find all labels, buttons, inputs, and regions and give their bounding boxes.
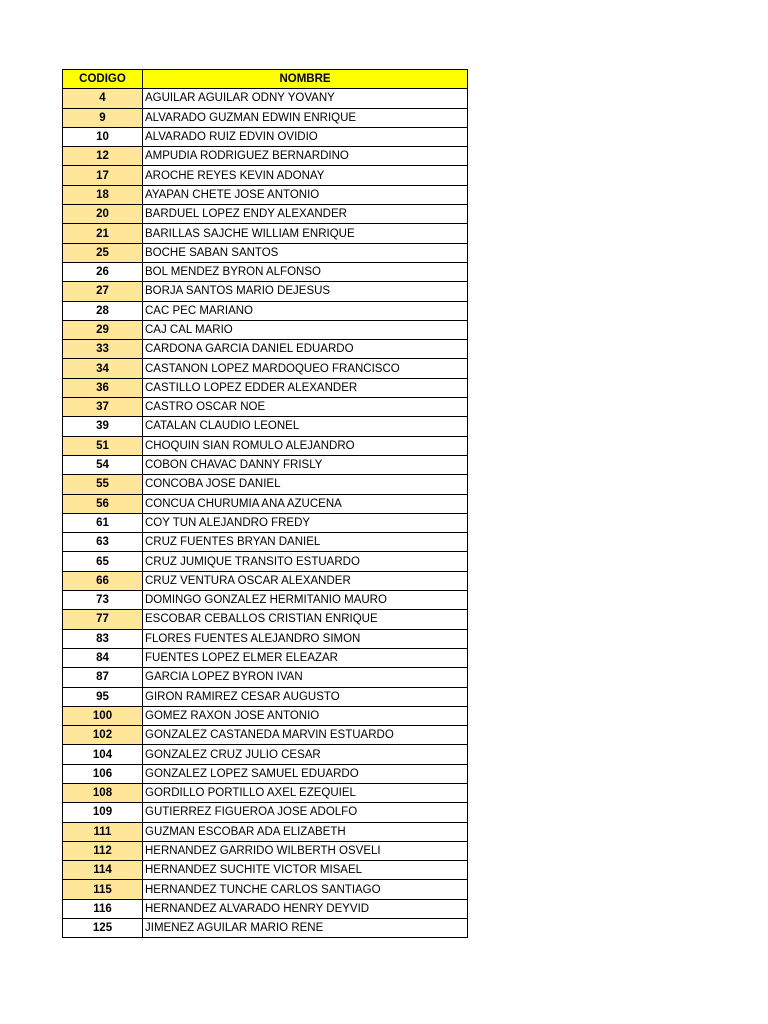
table-row xyxy=(63,687,468,706)
nombre-cell[interactable]: CASTRO OSCAR NOE xyxy=(143,398,468,417)
table-row xyxy=(63,668,468,687)
nombre-cell[interactable]: BOCHE SABAN SANTOS xyxy=(143,243,468,262)
table-row xyxy=(63,629,468,648)
codigo-cell[interactable]: 34 xyxy=(63,359,143,378)
codigo-cell[interactable]: 73 xyxy=(63,591,143,610)
table-row xyxy=(63,243,468,262)
codigo-cell[interactable]: 115 xyxy=(63,880,143,899)
nombre-cell[interactable]: HERNANDEZ ALVARADO HENRY DEYVID xyxy=(143,899,468,918)
header-nombre[interactable]: NOMBRE xyxy=(143,70,468,89)
table-row xyxy=(63,591,468,610)
codigo-cell[interactable]: 95 xyxy=(63,687,143,706)
nombre-cell[interactable]: AROCHE REYES KEVIN ADONAY xyxy=(143,166,468,185)
table-row xyxy=(63,764,468,783)
table-body xyxy=(63,89,468,938)
spreadsheet-sheet xyxy=(62,69,468,938)
nombre-cell[interactable]: CAJ CAL MARIO xyxy=(143,320,468,339)
codigo-cell[interactable]: 114 xyxy=(63,861,143,880)
nombre-cell[interactable]: BARDUEL LOPEZ ENDY ALEXANDER xyxy=(143,205,468,224)
table-row xyxy=(63,301,468,320)
table-row xyxy=(63,359,468,378)
nombre-cell[interactable]: DOMINGO GONZALEZ HERMITANIO MAURO xyxy=(143,591,468,610)
nombre-cell[interactable]: CAC PEC MARIANO xyxy=(143,301,468,320)
nombre-cell[interactable]: GONZALEZ CASTANEDA MARVIN ESTUARDO xyxy=(143,726,468,745)
table-row xyxy=(63,610,468,629)
table-row xyxy=(63,841,468,860)
codigo-cell[interactable]: 104 xyxy=(63,745,143,764)
codigo-cell[interactable]: 33 xyxy=(63,340,143,359)
table-row xyxy=(63,108,468,127)
table-row xyxy=(63,436,468,455)
nombre-cell[interactable]: CASTANON LOPEZ MARDOQUEO FRANCISCO xyxy=(143,359,468,378)
nombre-cell[interactable]: CHOQUIN SIAN ROMULO ALEJANDRO xyxy=(143,436,468,455)
table-row xyxy=(63,513,468,532)
nombre-cell[interactable]: COBON CHAVAC DANNY FRISLY xyxy=(143,455,468,474)
table-row xyxy=(63,320,468,339)
codigo-cell[interactable]: 27 xyxy=(63,282,143,301)
nombre-cell[interactable]: AYAPAN CHETE JOSE ANTONIO xyxy=(143,185,468,204)
nombre-cell[interactable]: HERNANDEZ GARRIDO WILBERTH OSVELI xyxy=(143,841,468,860)
codigo-cell[interactable]: 21 xyxy=(63,224,143,243)
codigo-cell[interactable]: 65 xyxy=(63,552,143,571)
table-row xyxy=(63,398,468,417)
nombre-cell[interactable]: BOL MENDEZ BYRON ALFONSO xyxy=(143,262,468,281)
nombre-cell[interactable]: GUTIERREZ FIGUEROA JOSE ADOLFO xyxy=(143,803,468,822)
codigo-cell[interactable]: 4 xyxy=(63,89,143,108)
table-row xyxy=(63,803,468,822)
nombre-cell[interactable]: CRUZ FUENTES BRYAN DANIEL xyxy=(143,533,468,552)
table-row xyxy=(63,861,468,880)
nombre-cell[interactable]: ALVARADO RUIZ EDVIN OVIDIO xyxy=(143,127,468,146)
codigo-cell[interactable]: 106 xyxy=(63,764,143,783)
codigo-cell[interactable]: 18 xyxy=(63,185,143,204)
nombre-cell[interactable]: GOMEZ RAXON JOSE ANTONIO xyxy=(143,706,468,725)
nombre-cell[interactable]: CRUZ VENTURA OSCAR ALEXANDER xyxy=(143,571,468,590)
codigo-cell[interactable]: 116 xyxy=(63,899,143,918)
table-row xyxy=(63,745,468,764)
nombre-cell[interactable]: JIMENEZ AGUILAR MARIO RENE xyxy=(143,919,468,938)
codigo-cell[interactable]: 66 xyxy=(63,571,143,590)
codigo-cell[interactable]: 108 xyxy=(63,783,143,802)
codigo-cell[interactable]: 102 xyxy=(63,726,143,745)
table-row xyxy=(63,880,468,899)
codigo-cell[interactable]: 39 xyxy=(63,417,143,436)
table-row xyxy=(63,205,468,224)
table-row xyxy=(63,340,468,359)
codigo-cell[interactable]: 20 xyxy=(63,205,143,224)
table-row xyxy=(63,899,468,918)
nombre-cell[interactable]: ESCOBAR CEBALLOS CRISTIAN ENRIQUE xyxy=(143,610,468,629)
nombre-cell[interactable]: GONZALEZ LOPEZ SAMUEL EDUARDO xyxy=(143,764,468,783)
nombre-cell[interactable]: GIRON RAMIREZ CESAR AUGUSTO xyxy=(143,687,468,706)
codigo-cell[interactable]: 17 xyxy=(63,166,143,185)
codigo-cell[interactable]: 77 xyxy=(63,610,143,629)
codigo-cell[interactable]: 55 xyxy=(63,475,143,494)
codigo-cell[interactable]: 61 xyxy=(63,513,143,532)
table-row xyxy=(63,455,468,474)
codigo-cell[interactable]: 10 xyxy=(63,127,143,146)
table-row xyxy=(63,726,468,745)
nombre-cell[interactable]: AGUILAR AGUILAR ODNY YOVANY xyxy=(143,89,468,108)
nombre-cell[interactable]: BARILLAS SAJCHE WILLIAM ENRIQUE xyxy=(143,224,468,243)
table-row xyxy=(63,282,468,301)
table-row xyxy=(63,185,468,204)
codigo-cell[interactable]: 29 xyxy=(63,320,143,339)
table-row xyxy=(63,648,468,667)
nombre-cell[interactable]: BORJA SANTOS MARIO DEJESUS xyxy=(143,282,468,301)
nombre-cell[interactable]: GORDILLO PORTILLO AXEL EZEQUIEL xyxy=(143,783,468,802)
codigo-cell[interactable]: 109 xyxy=(63,803,143,822)
table-row xyxy=(63,552,468,571)
table-row xyxy=(63,822,468,841)
nombre-cell[interactable]: COY TUN ALEJANDRO FREDY xyxy=(143,513,468,532)
table-row xyxy=(63,475,468,494)
nombre-cell[interactable]: CRUZ JUMIQUE TRANSITO ESTUARDO xyxy=(143,552,468,571)
table-row xyxy=(63,127,468,146)
nombre-cell[interactable]: CATALAN CLAUDIO LEONEL xyxy=(143,417,468,436)
table-row xyxy=(63,89,468,108)
codigo-cell[interactable]: 51 xyxy=(63,436,143,455)
table-row xyxy=(63,378,468,397)
nombre-cell[interactable]: GONZALEZ CRUZ JULIO CESAR xyxy=(143,745,468,764)
codigo-cell[interactable]: 125 xyxy=(63,919,143,938)
codigo-cell[interactable]: 84 xyxy=(63,648,143,667)
nombre-cell[interactable]: CONCOBA JOSE DANIEL xyxy=(143,475,468,494)
table-row xyxy=(63,533,468,552)
codigo-cell[interactable]: 9 xyxy=(63,108,143,127)
table-row xyxy=(63,706,468,725)
nombre-cell[interactable]: CASTILLO LOPEZ EDDER ALEXANDER xyxy=(143,378,468,397)
nombre-cell[interactable]: CARDONA GARCIA DANIEL EDUARDO xyxy=(143,340,468,359)
codigo-cell[interactable]: 26 xyxy=(63,262,143,281)
names-table xyxy=(62,69,468,938)
codigo-cell[interactable]: 63 xyxy=(63,533,143,552)
codigo-cell[interactable]: 36 xyxy=(63,378,143,397)
codigo-cell[interactable]: 37 xyxy=(63,398,143,417)
table-row xyxy=(63,417,468,436)
table-row xyxy=(63,783,468,802)
header-row xyxy=(63,70,468,89)
table-row xyxy=(63,224,468,243)
table-row xyxy=(63,166,468,185)
nombre-cell[interactable]: HERNANDEZ SUCHITE VICTOR MISAEL xyxy=(143,861,468,880)
codigo-cell[interactable]: 28 xyxy=(63,301,143,320)
nombre-cell[interactable]: ALVARADO GUZMAN EDWIN ENRIQUE xyxy=(143,108,468,127)
codigo-cell[interactable]: 87 xyxy=(63,668,143,687)
codigo-cell[interactable]: 12 xyxy=(63,147,143,166)
codigo-cell[interactable]: 111 xyxy=(63,822,143,841)
table-row xyxy=(63,262,468,281)
table-row xyxy=(63,919,468,938)
codigo-cell[interactable]: 100 xyxy=(63,706,143,725)
nombre-cell[interactable]: HERNANDEZ TUNCHE CARLOS SANTIAGO xyxy=(143,880,468,899)
codigo-cell[interactable]: 83 xyxy=(63,629,143,648)
nombre-cell[interactable]: FLORES FUENTES ALEJANDRO SIMON xyxy=(143,629,468,648)
header-codigo[interactable]: CODIGO xyxy=(63,70,143,89)
table-row xyxy=(63,147,468,166)
nombre-cell[interactable]: AMPUDIA RODRIGUEZ BERNARDINO xyxy=(143,147,468,166)
codigo-cell[interactable]: 112 xyxy=(63,841,143,860)
codigo-cell[interactable]: 25 xyxy=(63,243,143,262)
codigo-cell[interactable]: 54 xyxy=(63,455,143,474)
nombre-cell[interactable]: FUENTES LOPEZ ELMER ELEAZAR xyxy=(143,648,468,667)
table-row xyxy=(63,494,468,513)
codigo-cell[interactable]: 56 xyxy=(63,494,143,513)
nombre-cell[interactable]: GARCIA LOPEZ BYRON IVAN xyxy=(143,668,468,687)
table-row xyxy=(63,571,468,590)
nombre-cell[interactable]: CONCUA CHURUMIA ANA AZUCENA xyxy=(143,494,468,513)
nombre-cell[interactable]: GUZMAN ESCOBAR ADA ELIZABETH xyxy=(143,822,468,841)
